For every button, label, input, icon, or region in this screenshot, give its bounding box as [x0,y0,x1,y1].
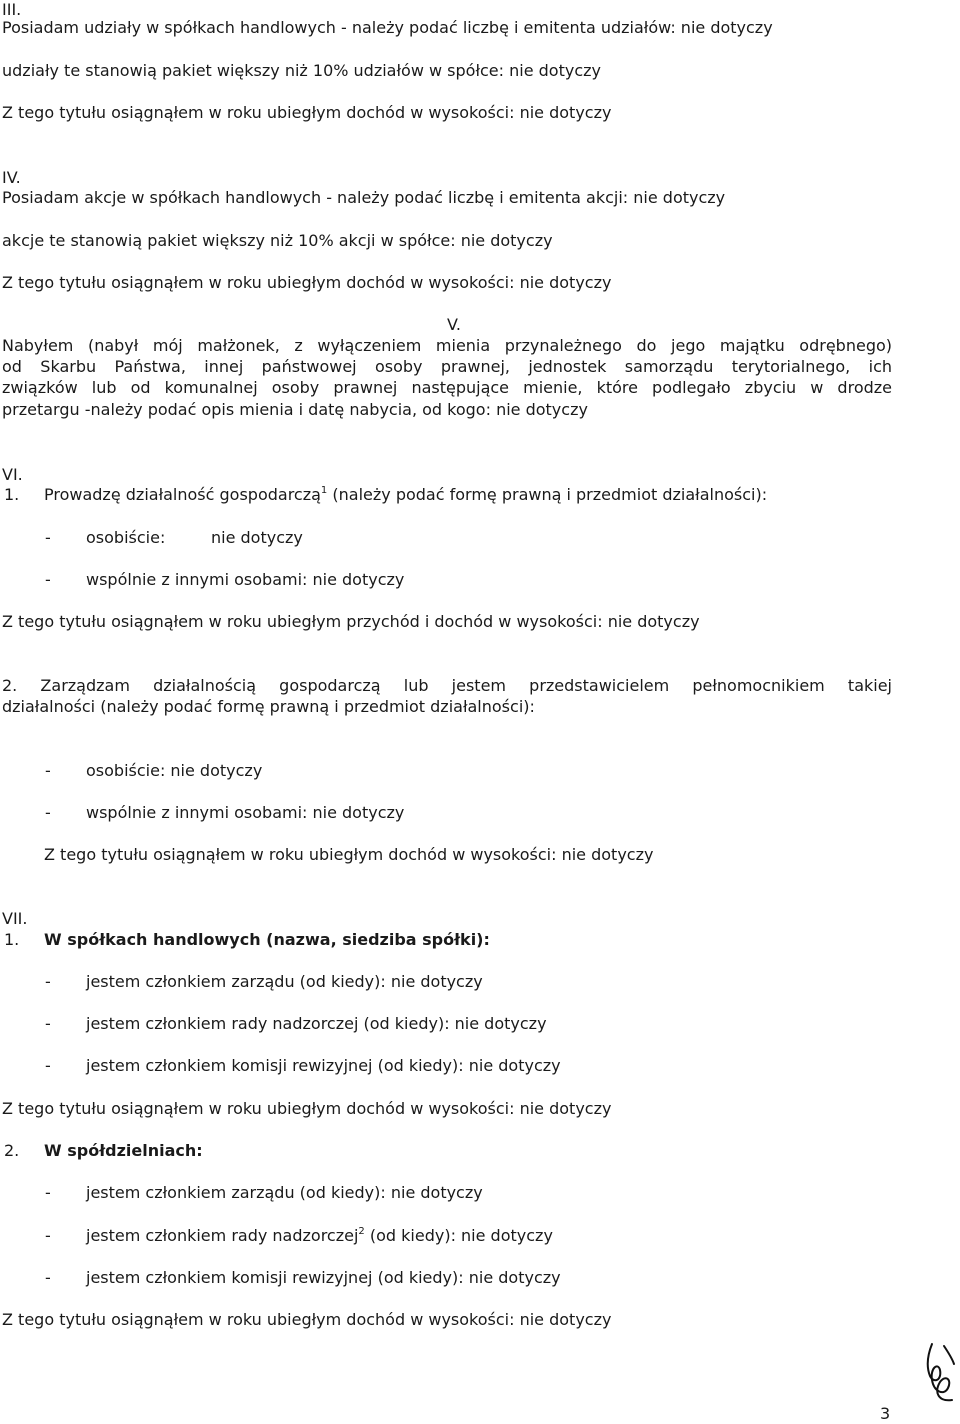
section-heading-iv: IV. [2,168,21,187]
companies-supervisory-member: jestem członkiem rady nadzorczej (od kiedy): nie dotyczy [86,1014,547,1033]
list-dash: - [45,528,51,547]
list-dash: - [45,1183,51,1202]
list-dash: - [45,972,51,991]
footnote-1-marker: 1 [320,485,328,496]
stocks-income-statement: Z tego tytułu osiągnąłem w roku ubiegłym dochód w wysokości: nie dotyczy [2,273,612,292]
shares-statement: Posiadam udziały w spółkach handlowych - należy podać liczbę i emitenta udziałów: nie dotyczy [2,18,773,37]
list-dash: - [45,803,51,822]
management-personal-item: osobiście: nie dotyczy [86,761,263,780]
acquisition-line-1: Nabyłem (nabył mój małżonek, z wyłączeniem mienia przynależnego do jego majątku odrębnego) [2,336,892,355]
acquisition-line-4: przetargu -należy podać opis mienia i datę nabycia, od kogo: nie dotyczy [2,400,588,419]
handwritten-initials [918,1340,958,1410]
list-dash: - [45,570,51,589]
list-dash: - [45,1014,51,1033]
stocks-package-statement: akcje te stanowią pakiet większy niż 10% akcji w spółce: nie dotyczy [2,231,553,250]
business-activity-statement: Prowadzę działalność gospodarczą$^1$ (należy podać formę prawną i przedmiot działalności): [44,485,768,504]
management-joint-item: wspólnie z innymi osobami: nie dotyczy [86,803,405,822]
cooperatives-board-member: jestem członkiem zarządu (od kiedy): nie dotyczy [86,1183,483,1202]
shares-income-statement: Z tego tytułu osiągnąłem w roku ubiegłym dochód w wysokości: nie dotyczy [2,103,612,122]
companies-audit-member: jestem członkiem komisji rewizyjnej (od kiedy): nie dotyczy [86,1056,561,1075]
page-number: 3 [880,1404,891,1423]
business-item-number: 1. [4,485,20,504]
section-heading-v: V. [447,315,461,334]
cooperatives-title: W spółdzielniach: [44,1141,203,1160]
section-heading-vi: VI. [2,465,23,484]
companies-income-statement: Z tego tytułu osiągnąłem w roku ubiegłym dochód w wysokości: nie dotyczy [2,1099,612,1118]
management-income-statement: Z tego tytułu osiągnąłem w roku ubiegłym dochód w wysokości: nie dotyczy [44,845,654,864]
companies-item-number: 1. [4,930,20,949]
acquisition-line-3: związków lub od komunalnej osoby prawnej następujące mienie, które podlegało zbyciu w drodze [2,378,892,397]
business-personal-value: nie dotyczy [211,528,303,547]
footnote-2-marker: 2 [358,1226,365,1237]
list-dash: - [45,761,51,780]
cooperatives-audit-member: jestem członkiem komisji rewizyjnej (od kiedy): nie dotyczy [86,1268,561,1287]
business-personal-label: osobiście: [86,528,166,547]
cooperatives-item-number: 2. [4,1141,20,1160]
business-income-statement: Z tego tytułu osiągnąłem w roku ubiegłym przychód i dochód w wysokości: nie dotyczy [2,612,700,631]
cooperatives-supervisory-member: jestem członkiem rady nadzorczej$^2$ (od kiedy): nie dotyczy [86,1226,553,1245]
companies-title: W spółkach handlowych (nazwa, siedziba spółki): [44,930,490,949]
companies-board-member: jestem członkiem zarządu (od kiedy): nie dotyczy [86,972,483,991]
acquisition-line-2: od Skarbu Państwa, innej państwowej osoby prawnej, jednostek samorządu terytorialnego, ich [2,357,892,376]
list-dash: - [45,1268,51,1287]
section-heading-iii: III. [2,0,22,19]
stocks-statement: Posiadam akcje w spółkach handlowych - należy podać liczbę i emitenta akcji: nie dotyczy [2,188,726,207]
list-dash: - [45,1056,51,1075]
management-statement-line-2: działalności (należy podać formę prawną i przedmiot działalności): [2,697,535,716]
list-dash: - [45,1226,51,1245]
cooperatives-income-statement: Z tego tytułu osiągnąłem w roku ubiegłym dochód w wysokości: nie dotyczy [2,1310,612,1329]
business-joint-item: wspólnie z innymi osobami: nie dotyczy [86,570,405,589]
management-statement-line-1: 2. Zarządzam działalnością gospodarczą lub jestem przedstawicielem pełnomocnikiem takiej [2,676,892,695]
shares-package-statement: udziały te stanowią pakiet większy niż 10% udziałów w spółce: nie dotyczy [2,61,601,80]
section-heading-vii: VII. [2,909,28,928]
